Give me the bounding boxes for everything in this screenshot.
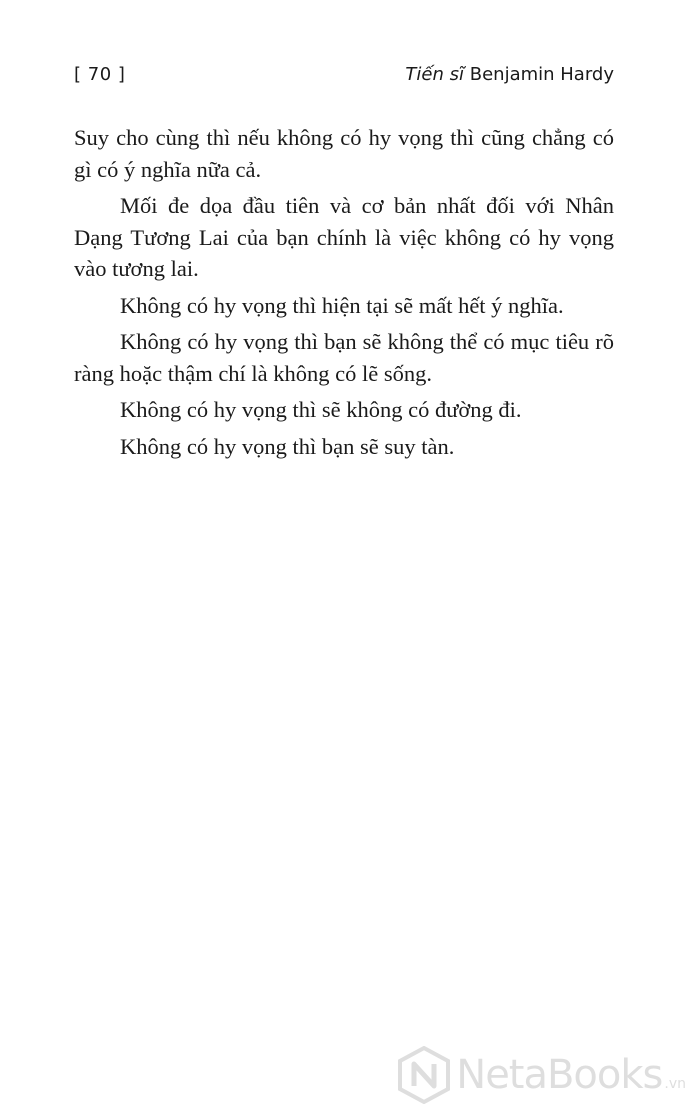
- paragraph: Không có hy vọng thì bạn sẽ suy tàn.: [120, 433, 455, 459]
- page-header: [74, 64, 614, 92]
- paragraph: Không có hy vọng thì hiện tại sẽ mất hết ý nghĩa.: [120, 292, 564, 318]
- author-name: Benjamin Hardy: [469, 64, 614, 85]
- author-prefix: Tiến sĩ: [405, 64, 464, 85]
- page-number: [ 70 ]: [74, 64, 126, 85]
- paragraph: Không có hy vọng thì sẽ không có đường đi.: [120, 397, 522, 422]
- watermark-brand: NetaBooks: [456, 1052, 663, 1098]
- netabooks-logo-icon: [398, 1046, 450, 1104]
- paragraph: Suy cho cùng thì nếu không có hy vọng thì cũng chẳng có gì có ý nghĩa nữa cả.: [74, 125, 614, 182]
- watermark-suffix: .vn: [664, 1076, 686, 1092]
- paragraph: Không có hy vọng thì bạn sẽ không thể có mục tiêu rõ ràng hoặc thậm chí là không có lẽ sống.: [74, 329, 614, 386]
- running-title: [405, 64, 614, 85]
- body-text: [74, 122, 614, 467]
- paragraph: Mối đe dọa đầu tiên và cơ bản nhất đối với Nhân Dạng Tương Lai của bạn chính là việc không có hy vọng vào tương lai.: [74, 193, 614, 281]
- watermark: [398, 1044, 686, 1106]
